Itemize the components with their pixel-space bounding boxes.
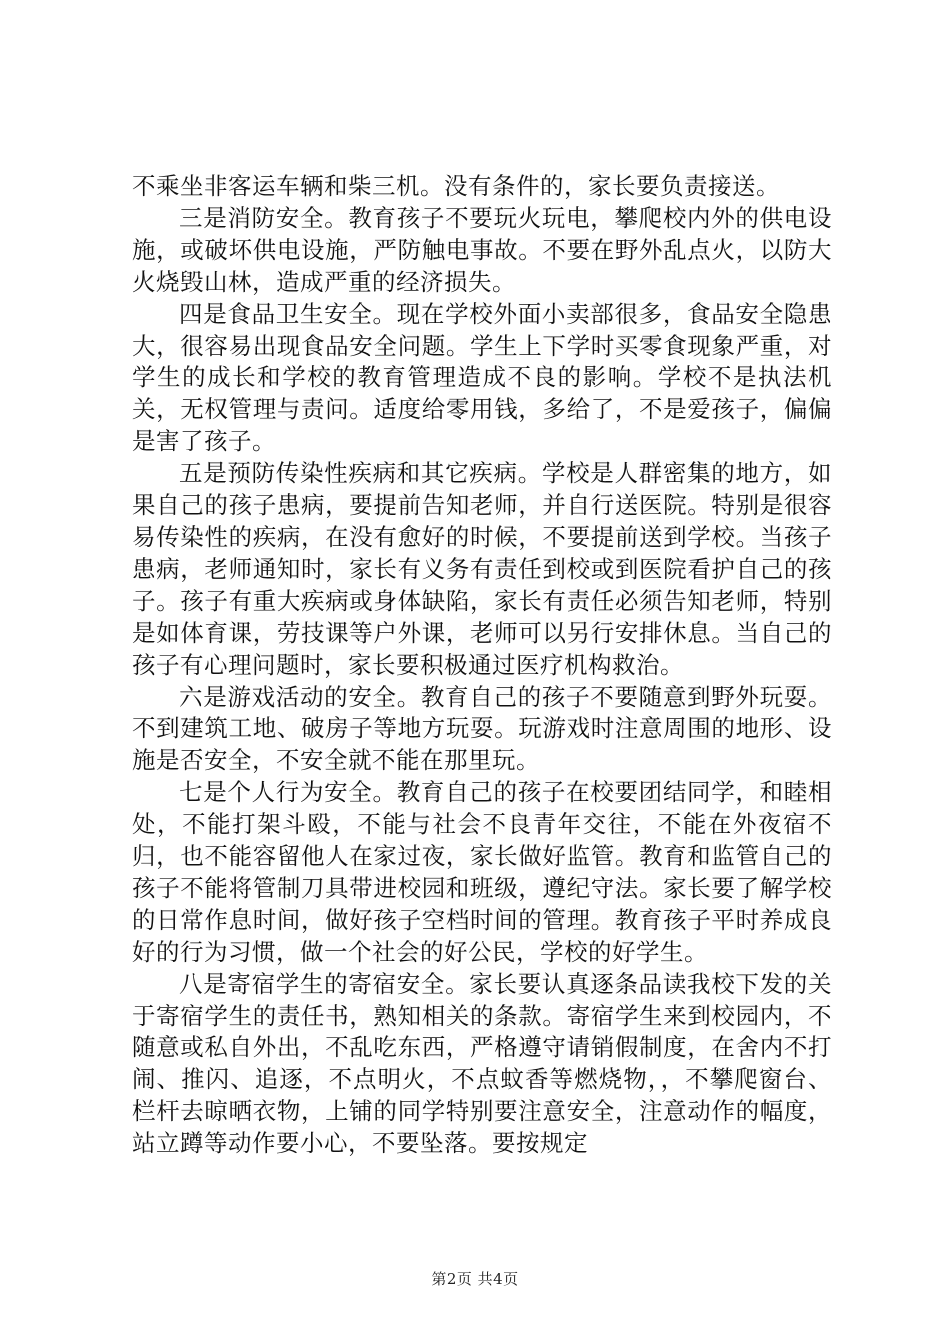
paragraph-fire-safety: 三是消防安全。教育孩子不要玩火玩电，攀爬校内外的供电设施，或破坏供电设施，严防触电事故。不要在野外乱点火，以防大火烧毁山林，造成严重的经济损失。 (132, 203, 832, 296)
page-number: 第2页 共4页 (431, 1270, 519, 1288)
paragraph-1: 不乘坐非客运车辆和柴三机。没有条件的，家长要负责接送。 (132, 172, 780, 200)
paragraph-food-safety: 四是食品卫生安全。现在学校外面小卖部很多，食品安全隐患大，很容易出现食品安全问题。学生上下学时买零食现象严重，对学生的成长和学校的教育管理造成不良的影响。学校不是执法机关，无权管理与责问。适度给零用钱，多给了，不是爱孩子，偏偏是害了孩子。 (132, 299, 832, 456)
body-text (132, 171, 832, 1160)
paragraph-disease-prevention: 五是预防传染性疾病和其它疾病。学校是人群密集的地方，如果自己的孩子患病，要提前告知老师，并自行送医院。特别是很容易传染性的疾病，在没有愈好的时候，不要提前送到学校。当孩子患病，老师通知时，家长有义务有责任到校或到医院看护自己的孩子。孩子有重大疾病或身体缺陷，家长有责任必须告知老师，特别是如体育课，劳技课等户外课，老师可以另行安排休息。当自己的孩子有心理问题时，家长要积极通过医疗机构救治。 (132, 459, 832, 679)
paragraph-personal-behavior: 七是个人行为安全。教育自己的孩子在校要团结同学，和睦相处，不能打架斗殴，不能与社会不良青年交往，不能在外夜宿不归，也不能容留他人在家过夜，家长做好监管。教育和监管自己的孩子不能将管制刀具带进校园和班级，遵纪守法。家长要了解学校的日常作息时间，做好孩子空档时间的管理。教育孩子平时养成良好的行为习惯，做一个社会的好公民，学校的好学生。 (132, 778, 832, 966)
paragraph-game-safety: 六是游戏活动的安全。教育自己的孩子不要随意到野外玩耍。不到建筑工地、破房子等地方玩耍。玩游戏时注意周围的地形、设施是否安全，不安全就不能在那里玩。 (132, 682, 832, 775)
paragraph-boarding-safety: 八是寄宿学生的寄宿安全。家长要认真逐条品读我校下发的关于寄宿学生的责任书，熟知相关的条款。寄宿学生来到校园内，不随意或私自外出，不乱吃东西，严格遵守请销假制度，在舍内不打闹、推闪、追逐，不点明火，不点蚊香等燃烧物，，不攀爬窗台、栏杆去晾晒衣物，上铺的同学特别要注意安全，注意动作的幅度，站立蹲等动作要小心，不要坠落。要按规定 (132, 969, 832, 1158)
page-footer (0, 1268, 950, 1289)
